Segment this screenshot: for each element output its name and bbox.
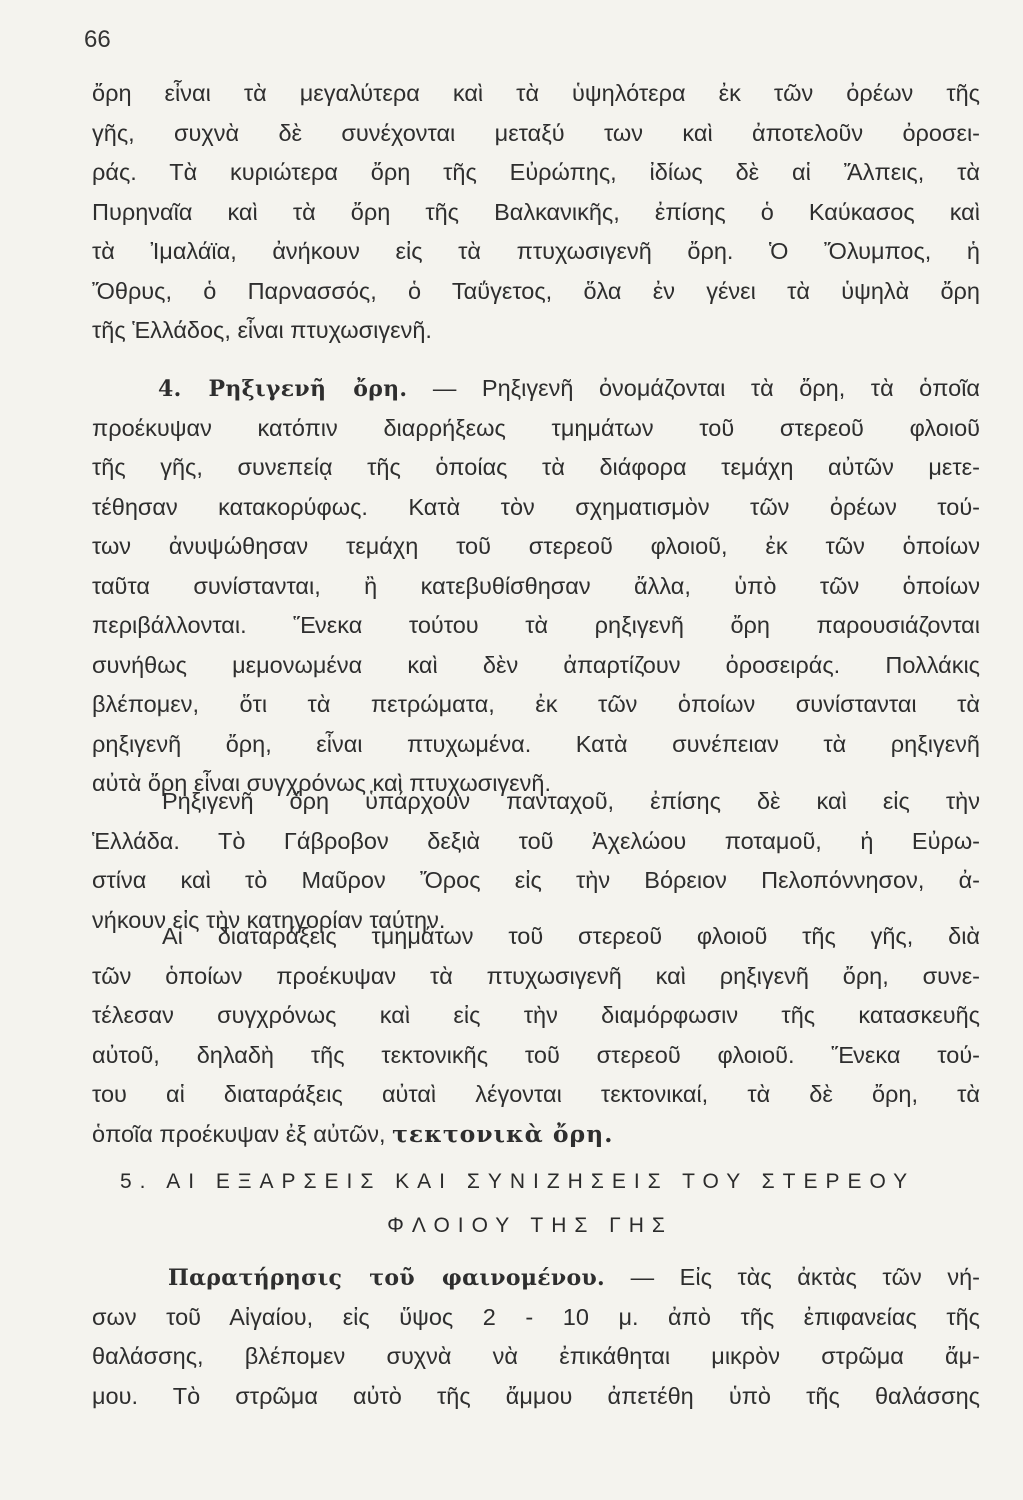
text-line: τέθησαν κατακορύφως. Κατὰ τὸν σχηματισμὸν τῶν ὀρέων τού- (92, 493, 980, 520)
text-line: μου. Τὸ στρῶμα αὐτὸ τῆς ἄμμου ἀπετέθη ὑπὸ τῆς θαλάσσης (92, 1382, 980, 1409)
observation-heading: Παρατήρησις τοῦ φαινομένου. (168, 1265, 605, 1291)
section-4-heading-continuation: — Ρηξιγενῆ ὀνομάζονται τὰ ὄρη, τὰ ὁποῖα (407, 375, 980, 401)
text-line: σων τοῦ Αἰγαίου, εἰς ὕψος 2 - 10 μ. ἀπὸ τῆς ἐπιφανείας τῆς (92, 1303, 980, 1330)
paragraph-observation (92, 1258, 980, 1416)
section-5-heading-line-1: 5. ΑΙ ΕΞΑΡΣΕΙΣ ΚΑΙ ΣΥΝΙΖΗΣΕΙΣ ΤΟΥ ΣΤΕΡΕΟΥ (120, 1170, 916, 1193)
text-line: Αἱ διαταράξεις τμημάτων τοῦ στερεοῦ φλοιοῦ τῆς γῆς, διὰ (162, 923, 980, 949)
section-5-heading-line-2: ΦΛΟΙΟΥ ΤΗΣ ΓΗΣ (387, 1214, 673, 1237)
text-line: περιβάλλονται. Ἕνεκα τούτου τὰ ρηξιγενῆ ὄρη παρουσιάζονται (92, 612, 980, 638)
text-line: ρηξιγενῆ ὄρη, εἶναι πτυχωμένα. Κατὰ συνέπειαν τὰ ρηξιγενῆ (92, 730, 980, 757)
text-line: Ρηξιγενῆ ὄρη ὑπάρχουν πανταχοῦ, ἐπίσης δὲ καὶ εἰς τὴν (162, 788, 980, 814)
section-4-rift-mountains (92, 369, 980, 804)
text-line: τῆς Ἑλλάδος, εἶναι πτυχωσιγενῆ. (92, 317, 432, 343)
text-line: νήκουν εἰς τὴν κατηγορίαν ταύτην. (92, 906, 446, 933)
text-line: τὰ Ἰμαλάϊα, ἀνήκουν εἰς τὰ πτυχωσιγενῆ ὄρη. Ὁ Ὄλυμπος, ἡ (92, 238, 980, 264)
text-line: ράς. Τὰ κυριώτερα ὄρη τῆς Εὐρώπης, ἰδίως δὲ αἱ Ἄλπεις, τὰ (92, 159, 980, 185)
text-line: ταῦτα συνίστανται, ἢ κατεβυθίσθησαν ἄλλα, ὑπὸ τῶν ὁποίων (92, 572, 980, 599)
text-line (92, 1115, 980, 1155)
tectonic-mountains-term: τεκτονικὰ ὄρη. (392, 1119, 614, 1148)
text-line-start: ὁποῖα προέκυψαν ἐξ αὐτῶν, (92, 1120, 393, 1147)
text-line: ὄρη εἶναι τὰ μεγαλύτερα καὶ τὰ ὑψηλότερα ἐκ τῶν ὀρέων τῆς (92, 80, 980, 106)
text-line: θαλάσσης, βλέπομεν συχνὰ νὰ ἐπικάθηται μικρὸν στρῶμα ἄμ- (92, 1343, 980, 1369)
paragraph-tectonic (92, 917, 980, 1154)
paragraph-mountains-folded (92, 74, 980, 351)
text-line: Ἑλλάδα. Τὸ Γάβροβον δεξιὰ τοῦ Ἀχελώου ποταμοῦ, ἡ Εὐρω- (92, 827, 980, 854)
text-line: τέλεσαν συγχρόνως καὶ εἰς τὴν διαμόρφωσιν τῆς κατασκευῆς (92, 1002, 980, 1028)
section-5-heading (120, 1160, 940, 1248)
text-line: του αἱ διαταράξεις αὐταὶ λέγονται τεκτονικαί, τὰ δὲ ὄρη, τὰ (92, 1081, 980, 1107)
text-line (92, 369, 980, 409)
text-line: βλέπομεν, ὅτι τὰ πετρώματα, ἐκ τῶν ὁποίων συνίστανται τὰ (92, 691, 980, 717)
text-line: Πυρηναῖα καὶ τὰ ὄρη τῆς Βαλκανικῆς, ἐπίσης ὁ Καύκασος καὶ (92, 198, 980, 225)
page-number: 66 (84, 26, 111, 53)
text-line: τῶν ὁποίων προέκυψαν τὰ πτυχωσιγενῆ καὶ ρηξιγενῆ ὄρη, συνε- (92, 962, 980, 989)
text-line: στίνα καὶ τὸ Μαῦρον Ὄρος εἰς τὴν Βόρειον Πελοπόννησον, ἀ- (92, 867, 980, 893)
text-line: αὐτοῦ, δηλαδὴ τῆς τεκτονικῆς τοῦ στερεοῦ φλοιοῦ. Ἕνεκα τού- (92, 1041, 980, 1068)
text-line (92, 1258, 980, 1298)
text-line: αὐτὰ ὄρη εἶναι συγχρόνως καὶ πτυχωσιγενῆ. (92, 770, 551, 796)
text-line: τῆς γῆς, συνεπείᾳ τῆς ὁποίας τὰ διάφορα τεμάχη αὐτῶν μετε- (92, 454, 980, 480)
text-line: των ἀνυψώθησαν τεμάχη τοῦ στερεοῦ φλοιοῦ, ἐκ τῶν ὁποίων (92, 533, 980, 559)
text-line: Ὄθρυς, ὁ Παρνασσός, ὁ Ταΰγετος, ὅλα ἐν γένει τὰ ὑψηλὰ ὄρη (92, 277, 980, 304)
text-line: συνήθως μεμονωμένα καὶ δὲν ἀπαρτίζουν ὀροσειράς. Πολλάκις (92, 651, 980, 678)
text-line: γῆς, συχνὰ δὲ συνέχονται μεταξύ των καὶ ἀποτελοῦν ὀροσει- (92, 119, 980, 146)
text-line: προέκυψαν κατόπιν διαρρήξεως τμημάτων τοῦ στερεοῦ φλοιοῦ (92, 414, 980, 441)
observation-heading-continuation: — Εἰς τὰς ἀκτὰς τῶν νή- (605, 1264, 980, 1290)
section-4-heading: 4. Ρηξιγενῆ ὄρη. (158, 376, 408, 402)
